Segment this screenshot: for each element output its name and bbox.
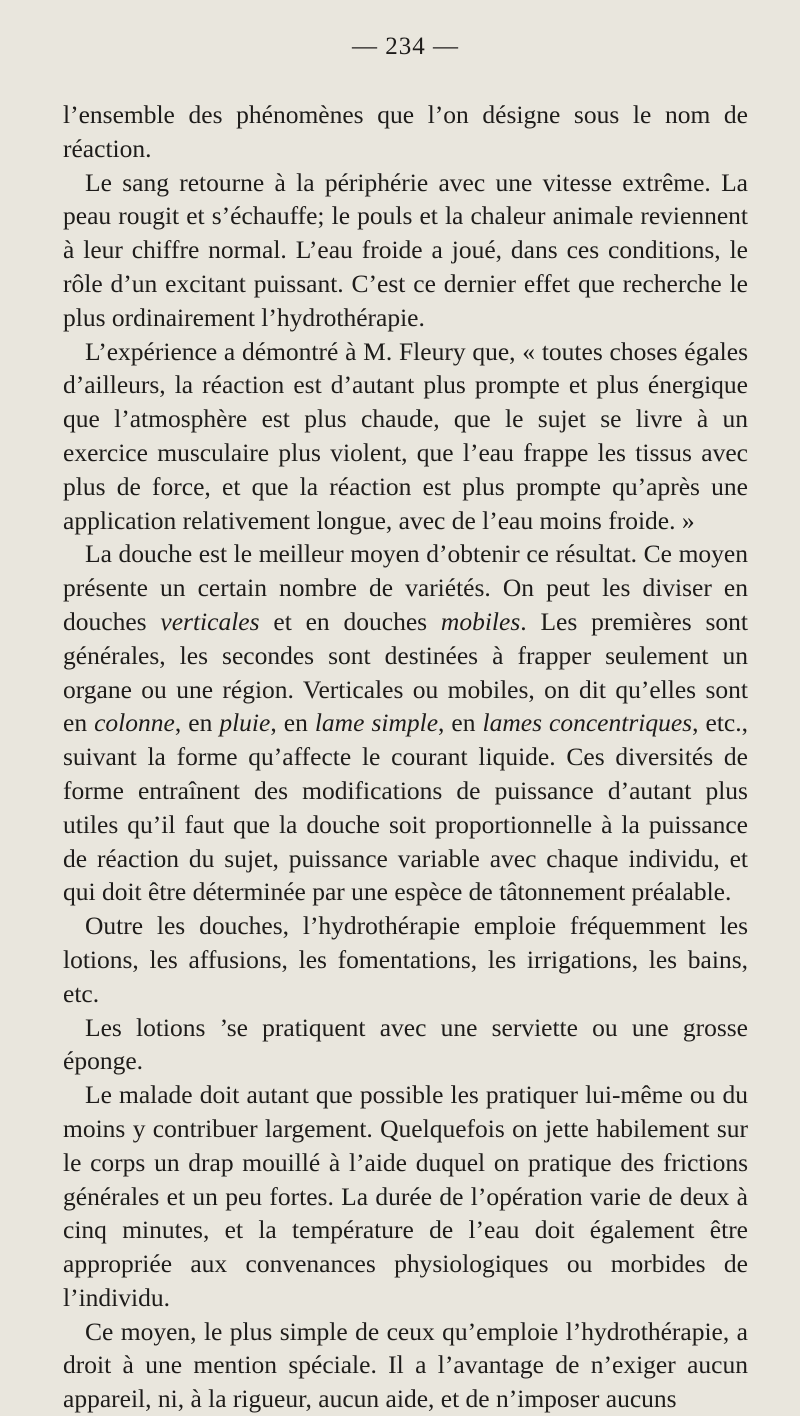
paragraph-lotions — [63, 1011, 748, 1079]
paragraph-fleury-quote — [63, 335, 748, 538]
italic-term: colonne — [94, 708, 175, 738]
paragraph-ce-moyen — [63, 1315, 748, 1416]
paragraph-text: L’expérience a démontré à M. Fleury que, « toutes choses égales d’ailleurs, la réaction est d’autant plus prompte et plus énergique que l’atmosphère est plus chaude, que le sujet se livre à un exercice musculaire plus violent, que l’eau frappe les tissus avec plus de force, et que la réaction est plus prompte qu’après une application relativement longue, avec de l’eau moins froide. » — [63, 336, 748, 535]
paragraph-text: Le malade doit autant que possible les pratiquer lui-même ou du moins y contribuer largement. Quelquefois on jette habilement sur le corps un drap mouillé à l’aide duquel on pratique des frictions générales et un peu fortes. La durée de l’opération varie de deux à cinq minutes, et la température de l’eau doit également être appropriée aux convenances physiologiques ou morbides de l’individu. — [63, 1080, 748, 1312]
italic-term: pluie — [219, 708, 271, 738]
paragraph-text: . Les premières sont générales, les secondes sont destinées à frapper seulement un organe ou une région. Verticales ou mobiles, on dit qu’elles sont en — [63, 606, 749, 738]
paragraph-text: Les lotions ’se pratiquent avec une serviette ou une grosse éponge. — [63, 1012, 748, 1076]
paragraph-continuation — [63, 98, 748, 166]
paragraph-douche — [63, 537, 748, 909]
text-body — [63, 98, 748, 1416]
paragraph-text: , en — [174, 708, 220, 738]
paragraph-outre — [63, 909, 748, 1010]
paragraph-text: Outre les douches, l’hydrothérapie emploie fréquemment les lotions, les affusions, les fomentations, les irrigations, les bains, etc. — [63, 911, 748, 1008]
paragraph-text: et en douches — [259, 606, 441, 636]
paragraph-text: l’ensemble des phénomènes que l’on désigne sous le nom de réaction. — [63, 100, 748, 163]
paragraph-text: La douche est le meilleur moyen d’obtenir ce résultat. Ce moyen présente un certain nombre de variétés. On peut les diviser en douches — [63, 539, 748, 636]
paragraph-text: , en — [270, 708, 315, 738]
paragraph-text: , etc., suivant la forme qu’affecte le courant liquide. Ces diversités de forme entraînent des modifications de puissance d’autant plus utiles qu’il faut que la douche soit proportionnelle à la puissance de réaction du sujet, puissance variable avec chaque individu, et qui doit être déterminée par une espèce de tâtonnement préalable. — [63, 708, 748, 907]
paragraph-text: , en — [438, 708, 483, 738]
italic-term: lame simple — [314, 708, 439, 738]
page-number: — 234 — — [352, 33, 459, 60]
paragraph-blood-return — [63, 166, 748, 335]
paragraph-text: Le sang retourne à la périphérie avec une vitesse extrême. La peau rougit et s’échauffe; le pouls et la chaleur animale reviennent à leur chiffre normal. L’eau froide a joué, dans ces conditions, le rôle d’un excitant puissant. C’est ce dernier effet que recherche le plus ordinairement l’hydrothérapie. — [63, 167, 748, 332]
italic-term: lames concentriques — [482, 708, 693, 738]
paragraph-malade — [63, 1078, 748, 1315]
paragraph-text: Ce moyen, le plus simple de ceux qu’emploie l’hydrothérapie, a droit à une mention spéciale. Il a l’avantage de n’exiger aucun appareil, ni, à la rigueur, aucun aide, et de n’imposer aucuns — [63, 1316, 748, 1414]
italic-term: mobiles — [440, 606, 521, 636]
italic-term: verticales — [160, 606, 260, 636]
